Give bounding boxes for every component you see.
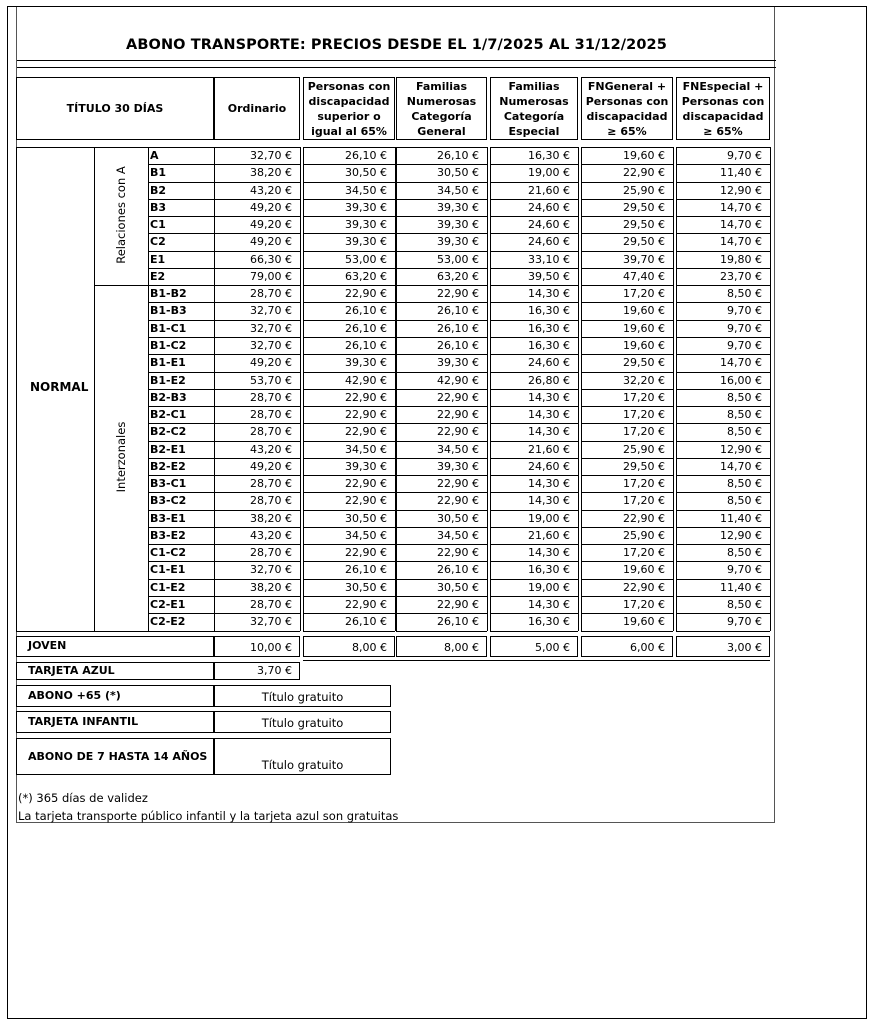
price-cell: 22,90 € bbox=[623, 166, 665, 180]
price-cell: 22,90 € bbox=[345, 390, 387, 404]
price-cell: 24,60 € bbox=[528, 459, 570, 473]
joven-price: 3,00 € bbox=[727, 641, 762, 654]
price-cell: 43,20 € bbox=[250, 528, 292, 542]
price-cell: 26,10 € bbox=[437, 321, 479, 335]
zone-label: C1-E2 bbox=[150, 580, 186, 594]
price-cell: 39,50 € bbox=[528, 269, 570, 283]
header-line: Personas con bbox=[307, 79, 391, 93]
price-cell: 26,10 € bbox=[437, 304, 479, 318]
note-validity: (*) 365 días de validez bbox=[18, 791, 148, 805]
price-cell: 29,50 € bbox=[623, 235, 665, 249]
interzonales-label: Interzonales bbox=[114, 421, 128, 493]
price-cell: 39,30 € bbox=[437, 200, 479, 214]
abono-65-label: ABONO +65 (*) bbox=[28, 689, 121, 702]
price-cell: 22,90 € bbox=[437, 408, 479, 422]
header-line: FNGeneral + bbox=[587, 79, 667, 93]
price-cell: 47,40 € bbox=[623, 269, 665, 283]
price-cell: 14,70 € bbox=[720, 459, 762, 473]
price-cell: 32,70 € bbox=[250, 338, 292, 352]
price-cell: 63,20 € bbox=[437, 269, 479, 283]
col-4-right bbox=[673, 147, 674, 631]
price-cell: 14,30 € bbox=[528, 425, 570, 439]
group-divider bbox=[94, 147, 95, 631]
price-cell: 29,50 € bbox=[623, 218, 665, 232]
price-cell: 38,20 € bbox=[250, 580, 292, 594]
price-cell: 39,30 € bbox=[437, 356, 479, 370]
header-line: Familias bbox=[415, 79, 468, 93]
price-cell: 26,10 € bbox=[345, 304, 387, 318]
price-cell: 39,30 € bbox=[437, 218, 479, 232]
zone-label: B3-C2 bbox=[150, 494, 187, 508]
header-line: Personas con bbox=[681, 94, 765, 108]
zone-label: B1-B3 bbox=[150, 304, 187, 318]
cell-rule bbox=[214, 631, 300, 632]
price-cell: 17,20 € bbox=[623, 287, 665, 301]
price-cell: 9,70 € bbox=[727, 338, 762, 352]
header-line: discapacidad bbox=[586, 109, 668, 123]
price-cell: 24,60 € bbox=[528, 235, 570, 249]
price-cell: 12,90 € bbox=[720, 183, 762, 197]
price-cell: 22,90 € bbox=[345, 287, 387, 301]
price-cell: 17,20 € bbox=[623, 598, 665, 612]
price-cell: 23,70 € bbox=[720, 269, 762, 283]
price-cell: 14,30 € bbox=[528, 477, 570, 491]
price-cell: 16,30 € bbox=[528, 149, 570, 162]
header-line: Especial bbox=[508, 124, 560, 138]
price-cell: 14,30 € bbox=[528, 546, 570, 560]
price-cell: 42,90 € bbox=[437, 373, 479, 387]
normal-label: NORMAL bbox=[30, 379, 89, 394]
price-cell: 24,60 € bbox=[528, 218, 570, 232]
zone-label: B1-C2 bbox=[150, 338, 187, 352]
zone-label: B3-E1 bbox=[150, 511, 186, 525]
tarjeta-azul-label: TARJETA AZUL bbox=[28, 664, 115, 677]
price-cell: 28,70 € bbox=[250, 390, 292, 404]
header-line: superior o bbox=[317, 109, 381, 123]
price-cell: 12,90 € bbox=[720, 528, 762, 542]
joven-price: 8,00 € bbox=[444, 641, 479, 654]
price-cell: 11,40 € bbox=[720, 166, 762, 180]
price-cell: 32,70 € bbox=[250, 304, 292, 318]
price-cell: 32,70 € bbox=[250, 615, 292, 629]
relaciones-label: Relaciones con A bbox=[114, 166, 128, 264]
col-0-right bbox=[300, 147, 301, 631]
header-col-2 bbox=[396, 77, 487, 140]
col-5-right bbox=[770, 147, 771, 631]
price-cell: 34,50 € bbox=[437, 528, 479, 542]
price-cell: 8,50 € bbox=[727, 425, 762, 439]
zone-label: B1 bbox=[150, 166, 167, 180]
price-cell: 26,10 € bbox=[437, 338, 479, 352]
price-cell: 22,90 € bbox=[345, 494, 387, 508]
zone-label: B2-E2 bbox=[150, 459, 186, 473]
price-cell: 25,90 € bbox=[623, 528, 665, 542]
price-cell: 14,30 € bbox=[528, 598, 570, 612]
price-cell: 26,10 € bbox=[437, 563, 479, 577]
zone-label: B2-C1 bbox=[150, 408, 187, 422]
price-cell: 34,50 € bbox=[345, 183, 387, 197]
price-cell: 22,90 € bbox=[437, 546, 479, 560]
zone-label: C1 bbox=[150, 218, 166, 232]
price-cell: 49,20 € bbox=[250, 235, 292, 249]
header-line: Categoría bbox=[411, 109, 472, 123]
price-cell: 14,30 € bbox=[528, 494, 570, 508]
zone-label: B2-B3 bbox=[150, 390, 187, 404]
price-cell: 14,30 € bbox=[528, 408, 570, 422]
joven-price: 10,00 € bbox=[250, 641, 292, 654]
price-cell: 24,60 € bbox=[528, 356, 570, 370]
price-cell: 8,50 € bbox=[727, 477, 762, 491]
price-cell: 28,70 € bbox=[250, 477, 292, 491]
zone-label: B1-B2 bbox=[150, 287, 187, 301]
price-cell: 39,30 € bbox=[345, 235, 387, 249]
zone-label: B1-C1 bbox=[150, 321, 187, 335]
zone-label: A bbox=[150, 149, 159, 162]
price-cell: 32,20 € bbox=[623, 373, 665, 387]
price-cell: 32,70 € bbox=[250, 149, 292, 162]
page-title: ABONO TRANSPORTE: PRECIOS DESDE EL 1/7/2025 AL 31/12/2025 bbox=[126, 37, 667, 53]
price-cell: 26,10 € bbox=[345, 321, 387, 335]
price-cell: 14,70 € bbox=[720, 356, 762, 370]
cell-rule bbox=[303, 631, 395, 632]
header-line: Categoría bbox=[503, 109, 565, 123]
price-cell: 16,30 € bbox=[528, 304, 570, 318]
price-cell: 39,30 € bbox=[345, 200, 387, 214]
price-cell: 26,10 € bbox=[437, 615, 479, 629]
price-cell: 17,20 € bbox=[623, 477, 665, 491]
tarjeta-azul-price: 3,70 € bbox=[257, 664, 292, 677]
price-cell: 19,60 € bbox=[623, 615, 665, 629]
price-cell: 26,80 € bbox=[528, 373, 570, 387]
header-line: discapacidad bbox=[682, 109, 764, 123]
price-cell: 26,10 € bbox=[345, 338, 387, 352]
header-line: FNEspecial + bbox=[682, 79, 764, 93]
joven-underline bbox=[303, 660, 770, 661]
header-line: Personas con bbox=[585, 94, 669, 108]
price-cell: 34,50 € bbox=[345, 442, 387, 456]
header-titulo: TÍTULO 30 DÍAS bbox=[16, 77, 214, 140]
price-cell: 38,20 € bbox=[250, 166, 292, 180]
price-cell: 49,20 € bbox=[250, 459, 292, 473]
price-cell: 11,40 € bbox=[720, 580, 762, 594]
price-cell: 19,60 € bbox=[623, 304, 665, 318]
price-cell: 29,50 € bbox=[623, 356, 665, 370]
price-cell: 22,90 € bbox=[437, 425, 479, 439]
price-cell: 26,10 € bbox=[345, 615, 387, 629]
price-cell: 19,00 € bbox=[528, 166, 570, 180]
price-cell: 39,70 € bbox=[623, 252, 665, 266]
title-rule-2 bbox=[17, 67, 776, 68]
zone-label: B2-E1 bbox=[150, 442, 186, 456]
cell-rule bbox=[581, 631, 673, 632]
price-cell: 19,60 € bbox=[623, 321, 665, 335]
price-cell: 9,70 € bbox=[727, 615, 762, 629]
price-cell: 43,20 € bbox=[250, 442, 292, 456]
header-col-1 bbox=[303, 77, 395, 140]
price-cell: 53,00 € bbox=[345, 252, 387, 266]
price-cell: 14,70 € bbox=[720, 200, 762, 214]
price-cell: 17,20 € bbox=[623, 408, 665, 422]
zone-label: B3-E2 bbox=[150, 528, 186, 542]
price-cell: 22,90 € bbox=[623, 580, 665, 594]
price-cell: 30,50 € bbox=[345, 580, 387, 594]
price-cell: 53,70 € bbox=[250, 373, 292, 387]
joven-price: 8,00 € bbox=[352, 641, 387, 654]
price-cell: 32,70 € bbox=[250, 563, 292, 577]
zone-label: E2 bbox=[150, 269, 166, 283]
price-cell: 12,90 € bbox=[720, 442, 762, 456]
price-cell: 16,30 € bbox=[528, 615, 570, 629]
price-cell: 21,60 € bbox=[528, 183, 570, 197]
header-line: General bbox=[417, 124, 466, 138]
price-cell: 24,60 € bbox=[528, 200, 570, 214]
price-cell: 26,10 € bbox=[345, 149, 387, 162]
price-cell: 38,20 € bbox=[250, 511, 292, 525]
price-cell: 39,30 € bbox=[437, 235, 479, 249]
zone-label: B1-E1 bbox=[150, 356, 186, 370]
joven-price: 6,00 € bbox=[630, 641, 665, 654]
price-cell: 14,70 € bbox=[720, 235, 762, 249]
header-col-3 bbox=[490, 77, 578, 140]
price-cell: 22,90 € bbox=[345, 425, 387, 439]
col-2-right bbox=[487, 147, 488, 631]
price-cell: 28,70 € bbox=[250, 546, 292, 560]
price-cell: 8,50 € bbox=[727, 390, 762, 404]
note-free-cards: La tarjeta transporte público infantil y la tarjeta azul son gratuitas bbox=[18, 809, 399, 823]
price-cell: 14,30 € bbox=[528, 390, 570, 404]
price-cell: 30,50 € bbox=[437, 580, 479, 594]
zone-label: B2-C2 bbox=[150, 425, 187, 439]
abono-7-14-value: Título gratuito bbox=[261, 758, 344, 772]
price-cell: 11,40 € bbox=[720, 511, 762, 525]
price-cell: 22,90 € bbox=[437, 598, 479, 612]
price-cell: 8,50 € bbox=[727, 408, 762, 422]
zone-label: C2 bbox=[150, 235, 166, 249]
price-cell: 25,90 € bbox=[623, 183, 665, 197]
price-cell: 63,20 € bbox=[345, 269, 387, 283]
joven-label: JOVEN bbox=[28, 639, 67, 652]
zone-label: B1-E2 bbox=[150, 373, 186, 387]
header-line: Familias bbox=[508, 79, 560, 93]
price-cell: 49,20 € bbox=[250, 356, 292, 370]
price-cell: 19,00 € bbox=[528, 511, 570, 525]
header-line: ≥ 65% bbox=[703, 124, 743, 138]
price-cell: 39,30 € bbox=[437, 459, 479, 473]
header-line: Numerosas bbox=[406, 94, 477, 108]
cell-rule bbox=[396, 631, 487, 632]
price-cell: 9,70 € bbox=[727, 563, 762, 577]
price-cell: 28,70 € bbox=[250, 494, 292, 508]
price-cell: 22,90 € bbox=[623, 511, 665, 525]
price-cell: 26,10 € bbox=[345, 563, 387, 577]
price-cell: 66,30 € bbox=[250, 252, 292, 266]
header-line: ≥ 65% bbox=[607, 124, 647, 138]
price-cell: 19,60 € bbox=[623, 563, 665, 577]
price-cell: 30,50 € bbox=[345, 166, 387, 180]
price-cell: 28,70 € bbox=[250, 408, 292, 422]
price-cell: 29,50 € bbox=[623, 200, 665, 214]
price-cell: 25,90 € bbox=[623, 442, 665, 456]
header-col-4 bbox=[581, 77, 673, 140]
price-cell: 34,50 € bbox=[437, 442, 479, 456]
price-cell: 17,20 € bbox=[623, 546, 665, 560]
price-cell: 33,10 € bbox=[528, 252, 570, 266]
price-cell: 21,60 € bbox=[528, 442, 570, 456]
header-line: Numerosas bbox=[499, 94, 569, 108]
price-cell: 79,00 € bbox=[250, 269, 292, 283]
price-cell: 9,70 € bbox=[727, 321, 762, 335]
price-cell: 28,70 € bbox=[250, 425, 292, 439]
joven-price: 5,00 € bbox=[535, 641, 570, 654]
title-rule bbox=[17, 60, 776, 61]
header-line: Ordinario bbox=[227, 102, 287, 115]
price-cell: 39,30 € bbox=[345, 459, 387, 473]
price-cell: 16,30 € bbox=[528, 321, 570, 335]
price-cell: 49,20 € bbox=[250, 218, 292, 232]
price-cell: 28,70 € bbox=[250, 287, 292, 301]
price-cell: 22,90 € bbox=[437, 287, 479, 301]
price-cell: 32,70 € bbox=[250, 321, 292, 335]
price-cell: 19,00 € bbox=[528, 580, 570, 594]
price-cell: 16,30 € bbox=[528, 338, 570, 352]
price-cell: 39,30 € bbox=[345, 218, 387, 232]
tarjeta-infantil-value: Título gratuito bbox=[261, 716, 344, 730]
price-cell: 30,50 € bbox=[345, 511, 387, 525]
header-col-0 bbox=[214, 77, 300, 140]
price-cell: 8,50 € bbox=[727, 546, 762, 560]
price-cell: 26,10 € bbox=[437, 149, 479, 162]
header-line: discapacidad bbox=[308, 94, 390, 108]
zone-label: C2-E2 bbox=[150, 615, 186, 629]
price-cell: 16,30 € bbox=[528, 563, 570, 577]
price-cell: 53,00 € bbox=[437, 252, 479, 266]
abono-65-value: Título gratuito bbox=[261, 690, 344, 704]
abono-7-14-label: ABONO DE 7 HASTA 14 AÑOS bbox=[28, 750, 208, 763]
zone-label: B3 bbox=[150, 200, 167, 214]
header-col-5 bbox=[676, 77, 770, 140]
price-cell: 22,90 € bbox=[437, 494, 479, 508]
price-cell: 9,70 € bbox=[727, 149, 762, 162]
price-cell: 17,20 € bbox=[623, 425, 665, 439]
price-cell: 39,30 € bbox=[345, 356, 387, 370]
cell-rule bbox=[676, 631, 770, 632]
tarjeta-infantil-label: TARJETA INFANTIL bbox=[28, 715, 139, 728]
price-cell: 8,50 € bbox=[727, 598, 762, 612]
price-cell: 14,30 € bbox=[528, 287, 570, 301]
price-cell: 17,20 € bbox=[623, 494, 665, 508]
price-cell: 14,70 € bbox=[720, 218, 762, 232]
price-cell: 21,60 € bbox=[528, 528, 570, 542]
price-cell: 30,50 € bbox=[437, 166, 479, 180]
price-cell: 17,20 € bbox=[623, 390, 665, 404]
zone-label: E1 bbox=[150, 252, 166, 266]
cell-rule bbox=[490, 631, 578, 632]
col-3-right bbox=[578, 147, 579, 631]
price-cell: 9,70 € bbox=[727, 304, 762, 318]
document-page bbox=[7, 6, 867, 1019]
price-cell: 30,50 € bbox=[437, 511, 479, 525]
zone-label: C2-E1 bbox=[150, 598, 186, 612]
price-cell: 16,00 € bbox=[720, 373, 762, 387]
body-top-border bbox=[16, 147, 214, 148]
price-cell: 34,50 € bbox=[345, 528, 387, 542]
body-left-border bbox=[16, 147, 17, 631]
price-cell: 49,20 € bbox=[250, 200, 292, 214]
header-line: igual al 65% bbox=[311, 124, 387, 138]
price-cell: 22,90 € bbox=[437, 477, 479, 491]
price-cell: 19,60 € bbox=[623, 338, 665, 352]
price-cell: 22,90 € bbox=[345, 598, 387, 612]
price-cell: 43,20 € bbox=[250, 183, 292, 197]
zone-label: C1-C2 bbox=[150, 546, 187, 560]
price-cell: 8,50 € bbox=[727, 287, 762, 301]
price-cell: 22,90 € bbox=[437, 390, 479, 404]
zone-label: B2 bbox=[150, 183, 167, 197]
price-cell: 29,50 € bbox=[623, 459, 665, 473]
zone-rule bbox=[148, 631, 214, 632]
price-cell: 22,90 € bbox=[345, 408, 387, 422]
zone-label: C1-E1 bbox=[150, 563, 186, 577]
price-cell: 34,50 € bbox=[437, 183, 479, 197]
price-cell: 19,80 € bbox=[720, 252, 762, 266]
price-cell: 22,90 € bbox=[345, 477, 387, 491]
zone-label: B3-C1 bbox=[150, 477, 187, 491]
price-cell: 28,70 € bbox=[250, 598, 292, 612]
price-cell: 8,50 € bbox=[727, 494, 762, 508]
price-cell: 22,90 € bbox=[345, 546, 387, 560]
price-cell: 42,90 € bbox=[345, 373, 387, 387]
price-cell: 19,60 € bbox=[623, 149, 665, 162]
